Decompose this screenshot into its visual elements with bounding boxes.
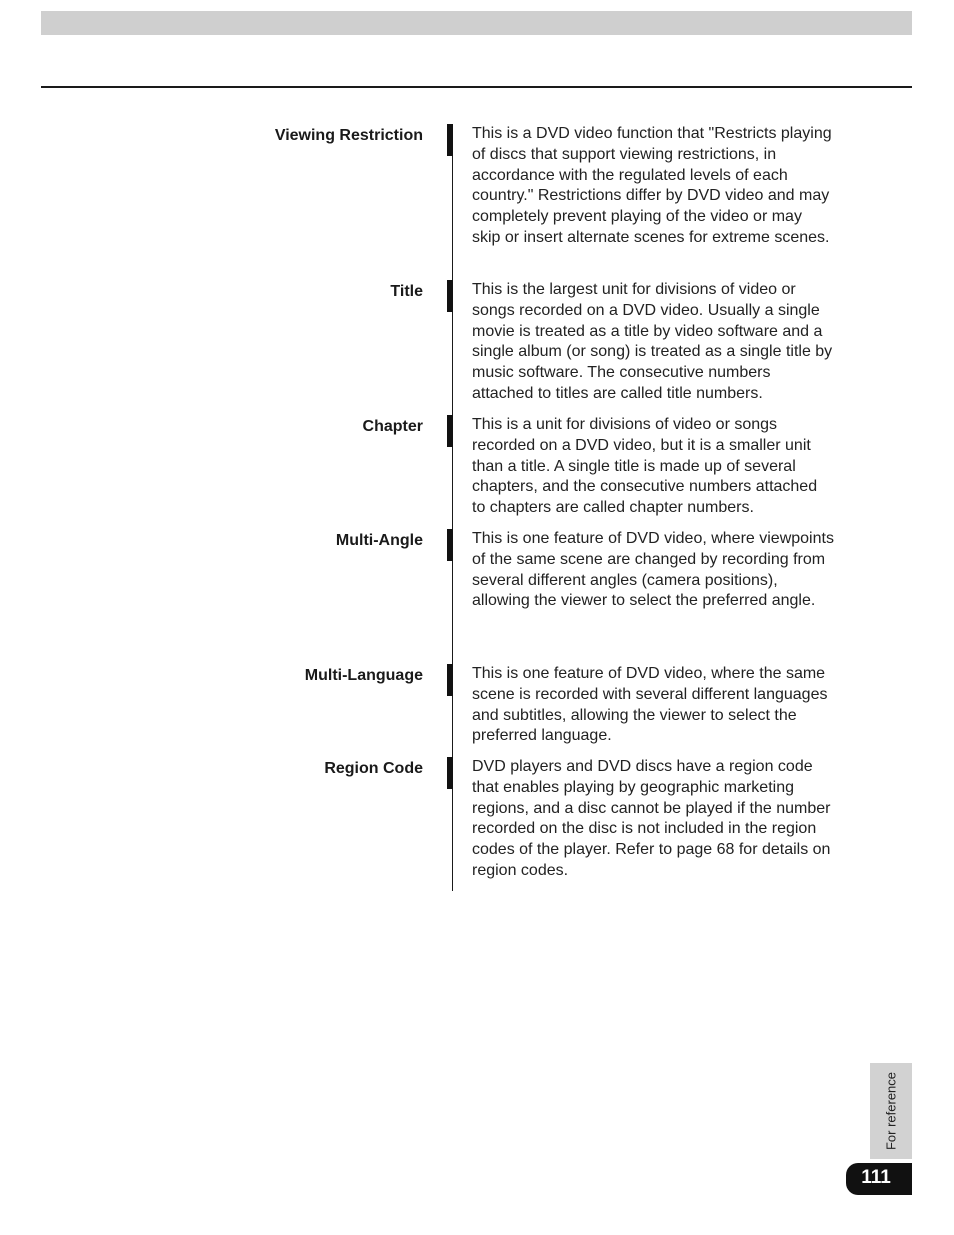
header-rule (41, 86, 912, 88)
header-band (41, 11, 912, 35)
page-number-badge (846, 1163, 912, 1195)
definition-chapter: This is a unit for divisions of video or songs recorded on a DVD video, but it is a smaller unit than a title. A single title is made up of several chapters, and the consecutive numbers attached to chapters are called chapter numbers. (472, 416, 818, 517)
definition-viewing-restriction: This is a DVD video function that "Restricts playing of discs that support viewing restrictions, in accordance with the regulated levels of each country." Restrictions differ by DVD video and may completely prevent playing of the video or may skip or insert alternate scenes for extreme scenes. (472, 125, 832, 246)
page-number: 111 (861, 1167, 891, 1188)
term-chapter: Chapter (362, 418, 423, 435)
term-multi-language: Multi-Language (304, 667, 423, 684)
entry-marker (447, 664, 453, 696)
definition-title: This is the largest unit for divisions of video or songs recorded on a DVD video. Usually a single movie is treated as a title by video software and a single album (or song) is treated as a single title by music software. The consecutive numbers attached to titles are called title numbers. (472, 281, 833, 402)
entry-marker (447, 529, 453, 561)
term-region-code: Region Code (324, 760, 423, 777)
side-tab-label: For reference (883, 1071, 899, 1151)
entry-marker (447, 124, 453, 156)
entry-marker (447, 415, 453, 447)
term-multi-angle: Multi-Angle (335, 532, 423, 549)
definition-region-code: DVD players and DVD discs have a region code that enables playing by geographic marketing regions, and a disc cannot be played if the number recorded on the disc is not included in the region codes of the player. Refer to page 68 for details on region codes. (472, 758, 831, 879)
entry-marker (447, 280, 453, 312)
definition-multi-angle: This is one feature of DVD video, where viewpoints of the same scene are changed by recording from several different angles (camera positions), allowing the viewer to select the preferred angle. (472, 530, 834, 610)
section-side-tab (870, 1063, 912, 1159)
definition-multi-language: This is one feature of DVD video, where the same scene is recorded with several different languages and subtitles, allowing the viewer to select the preferred language. (472, 665, 828, 745)
term-viewing-restriction: Viewing Restriction (274, 127, 423, 144)
entry-marker (447, 757, 453, 789)
term-title: Title (390, 283, 423, 300)
